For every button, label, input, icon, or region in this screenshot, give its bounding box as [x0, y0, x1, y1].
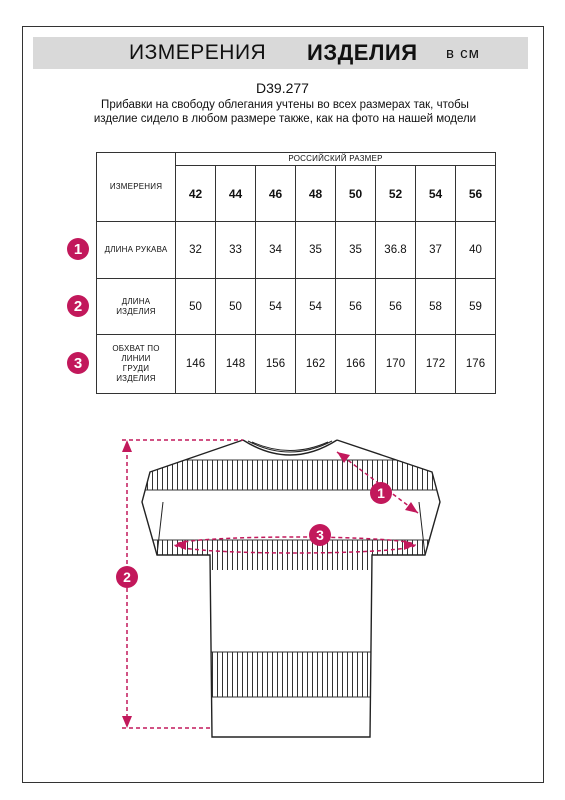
title-banner	[33, 37, 528, 69]
table-cell: 156	[256, 335, 296, 394]
size-header: 42	[176, 166, 216, 222]
marker-badge	[116, 566, 138, 588]
size-group-header: РОССИЙСКИЙ РАЗМЕР	[176, 153, 496, 166]
table-cell: 35	[296, 222, 336, 279]
table-cell: 176	[456, 335, 496, 394]
title-product: ИЗДЕЛИЯ	[307, 40, 418, 65]
garment-drawing	[0, 430, 565, 780]
row-label: ДЛИНА РУКАВА	[97, 222, 176, 279]
table-cell: 59	[456, 279, 496, 335]
unit-label: в см	[446, 45, 480, 62]
marker-badge	[370, 482, 392, 504]
arrow-up-icon	[122, 440, 132, 452]
row-label: ДЛИНА ИЗДЕЛИЯ	[97, 279, 176, 335]
table-cell: 148	[216, 335, 256, 394]
table-cell: 54	[256, 279, 296, 335]
svg-text:3: 3	[316, 527, 324, 543]
table-row	[97, 279, 496, 335]
fit-note: Прибавки на свободу облегания учтены во всех размерах так, чтобы изделие сидело в любом размере также, как на фото на нашей модели	[93, 99, 477, 125]
title-measurements: ИЗМЕРЕНИЯ	[129, 41, 267, 64]
table-cell: 170	[376, 335, 416, 394]
neckline	[243, 440, 337, 455]
size-header: 54	[416, 166, 456, 222]
size-header: 44	[216, 166, 256, 222]
table-cell: 32	[176, 222, 216, 279]
svg-text:1: 1	[377, 485, 385, 501]
arrow-icon	[405, 502, 418, 513]
table-cell: 58	[416, 279, 456, 335]
size-header: 48	[296, 166, 336, 222]
table-cell: 37	[416, 222, 456, 279]
table-cell: 166	[336, 335, 376, 394]
table-cell: 34	[256, 222, 296, 279]
table-row	[97, 222, 496, 279]
table-cell: 146	[176, 335, 216, 394]
table-cell: 56	[376, 279, 416, 335]
table-cell: 33	[216, 222, 256, 279]
size-header: 46	[256, 166, 296, 222]
table-cell: 40	[456, 222, 496, 279]
row-number-badge: 1	[67, 238, 89, 260]
size-header: 56	[456, 166, 496, 222]
size-header: 50	[336, 166, 376, 222]
table-cell: 35	[336, 222, 376, 279]
table-cell: 56	[336, 279, 376, 335]
size-header: 52	[376, 166, 416, 222]
table-cell: 50	[176, 279, 216, 335]
article-number: D39.277	[256, 80, 309, 96]
table-cell: 172	[416, 335, 456, 394]
row-number-badge: 2	[67, 295, 89, 317]
svg-text:2: 2	[123, 569, 131, 585]
row-label: ОБХВАТ ПО ЛИНИИ ГРУДИ ИЗДЕЛИЯ	[97, 335, 176, 394]
arrow-down-icon	[122, 716, 132, 728]
size-table	[96, 152, 496, 394]
marker-badge	[309, 524, 331, 546]
table-cell: 162	[296, 335, 336, 394]
table-row	[97, 335, 496, 394]
corner-header: ИЗМЕРЕНИЯ	[97, 153, 176, 222]
row-number-badge: 3	[67, 352, 89, 374]
table-cell: 36.8	[376, 222, 416, 279]
table-cell: 54	[296, 279, 336, 335]
table-cell: 50	[216, 279, 256, 335]
